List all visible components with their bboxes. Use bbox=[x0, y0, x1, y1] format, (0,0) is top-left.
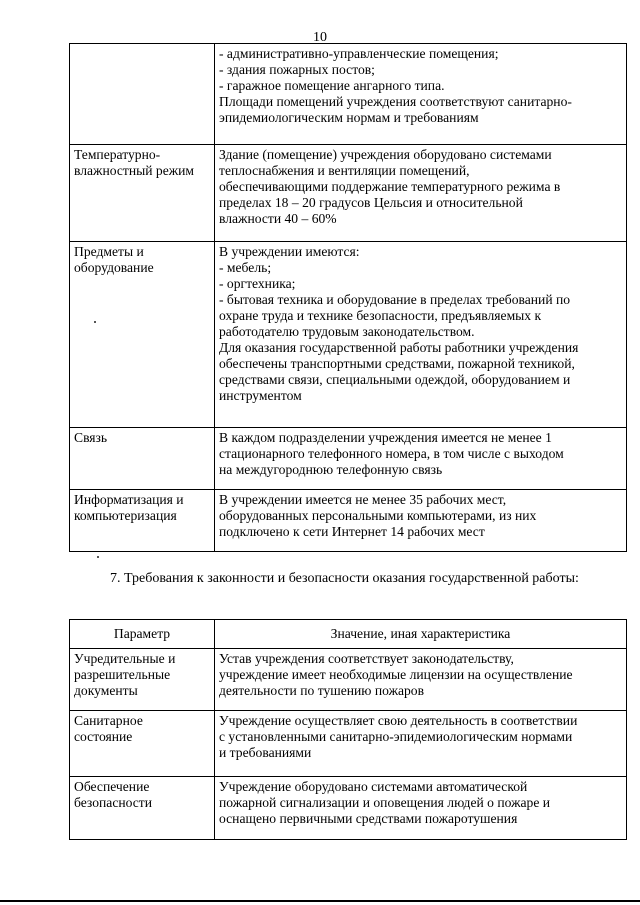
value-text-line: - административно-управленческие помещения; bbox=[219, 46, 499, 61]
param-cell bbox=[70, 777, 215, 840]
table-row bbox=[70, 649, 627, 711]
value-text-line: подключено к сети Интернет 14 рабочих мест bbox=[219, 524, 485, 539]
value-text-line: пределах 18 – 20 градусов Цельсия и относительной bbox=[219, 195, 523, 210]
value-cell bbox=[215, 145, 627, 242]
value-text-line: - мебель; bbox=[219, 260, 272, 275]
value-cell bbox=[215, 649, 627, 711]
value-text-line: - бытовая техника и оборудование в пределах требований по bbox=[219, 292, 571, 307]
value-cell bbox=[215, 428, 627, 490]
value-cell bbox=[215, 44, 627, 145]
param-text-line: безопасности bbox=[74, 795, 153, 810]
param-cell bbox=[70, 490, 215, 552]
value-text-line: обеспечивающими поддержание температурного режима в bbox=[219, 179, 561, 194]
param-cell bbox=[70, 145, 215, 242]
value-text-line: эпидемиологическим нормам и требованиям bbox=[219, 110, 479, 125]
table-header-row bbox=[70, 620, 627, 649]
value-text-line: учреждение имеет необходимые лицензии на осуществление bbox=[219, 667, 573, 682]
table-row bbox=[70, 490, 627, 552]
value-text-line: на междугороднюю телефонную связь bbox=[219, 462, 443, 477]
value-text-line: Устав учреждения соответствует законодательству, bbox=[219, 651, 514, 666]
value-cell bbox=[215, 711, 627, 777]
param-text-line: Учредительные и bbox=[74, 651, 176, 666]
value-cell bbox=[215, 777, 627, 840]
param-text-line: компьютеризация bbox=[74, 508, 177, 523]
value-text-line: Для оказания государственной работы работники учреждения bbox=[219, 340, 579, 355]
value-text-line: Учреждение осуществляет свою деятельность в соответствии bbox=[219, 713, 578, 728]
param-text-line: состояние bbox=[74, 729, 133, 744]
value-text-line: Учреждение оборудовано системами автоматической bbox=[219, 779, 528, 794]
param-cell bbox=[70, 428, 215, 490]
table-row bbox=[70, 711, 627, 777]
param-cell bbox=[70, 44, 215, 145]
value-text-line: охране труда и технике безопасности, предъявляемых к bbox=[219, 308, 542, 323]
requirements-table bbox=[69, 43, 627, 552]
param-text-line: документы bbox=[74, 683, 138, 698]
header-param: Параметр bbox=[70, 620, 215, 649]
table-row bbox=[70, 777, 627, 840]
param-cell bbox=[70, 242, 215, 428]
value-text-line: обеспечены транспортными средствами, пожарной техникой, bbox=[219, 356, 575, 371]
value-text-line: средствами связи, специальными одеждой, оборудованием и bbox=[219, 372, 571, 387]
scan-edge-line bbox=[0, 900, 640, 902]
header-value: Значение, иная характеристика bbox=[215, 620, 627, 649]
param-text-line: оборудование bbox=[74, 260, 154, 275]
value-text-line: оснащено первичными средствами пожаротушения bbox=[219, 811, 518, 826]
value-text-line: - здания пожарных постов; bbox=[219, 62, 375, 77]
value-text-line: пожарной сигнализации и оповещения людей о пожаре и bbox=[219, 795, 551, 810]
table-row bbox=[70, 242, 627, 428]
param-text-line: разрешительные bbox=[74, 667, 171, 682]
value-text-line: - гаражное помещение ангарного типа. bbox=[219, 78, 445, 93]
table-row bbox=[70, 44, 627, 145]
value-text-line: влажности 40 – 60% bbox=[219, 211, 337, 226]
value-text-line: - оргтехника; bbox=[219, 276, 296, 291]
scan-speck bbox=[97, 556, 99, 558]
value-text-line: Площади помещений учреждения соответствуют санитарно- bbox=[219, 94, 572, 109]
value-text-line: В каждом подразделении учреждения имеется не менее 1 bbox=[219, 430, 552, 445]
param-text-line: Связь bbox=[74, 430, 108, 445]
param-text-line: Температурно- bbox=[74, 147, 161, 162]
legality-safety-table bbox=[69, 619, 627, 840]
scan-speck bbox=[94, 321, 96, 323]
value-cell bbox=[215, 490, 627, 552]
table-row bbox=[70, 428, 627, 490]
value-text-line: оборудованных персональными компьютерами, из них bbox=[219, 508, 537, 523]
value-text-line: инструментом bbox=[219, 388, 302, 403]
param-text-line: Информатизация и bbox=[74, 492, 184, 507]
value-text-line: работодателю трудовым законодательством. bbox=[219, 324, 475, 339]
value-text-line: с установленными санитарно-эпидемиологическим нормами bbox=[219, 729, 573, 744]
table-row bbox=[70, 145, 627, 242]
value-text-line: стационарного телефонного номера, в том числе с выходом bbox=[219, 446, 564, 461]
section-7-heading: 7. Требования к законности и безопасности оказания государственной работы: bbox=[110, 571, 579, 586]
value-text-line: Здание (помещение) учреждения оборудовано системами bbox=[219, 147, 552, 162]
value-text-line: деятельности по тушению пожаров bbox=[219, 683, 425, 698]
value-text-line: и требованиями bbox=[219, 745, 312, 760]
value-text-line: В учреждении имеются: bbox=[219, 244, 360, 259]
param-text-line: влажностный режим bbox=[74, 163, 195, 178]
value-text-line: теплоснабжения и вентиляции помещений, bbox=[219, 163, 470, 178]
param-cell bbox=[70, 711, 215, 777]
value-text-line: В учреждении имеется не менее 35 рабочих мест, bbox=[219, 492, 507, 507]
param-cell bbox=[70, 649, 215, 711]
param-text-line: Санитарное bbox=[74, 713, 143, 728]
value-cell bbox=[215, 242, 627, 428]
page-number: 10 bbox=[313, 30, 327, 45]
param-text-line: Обеспечение bbox=[74, 779, 150, 794]
param-text-line: Предметы и bbox=[74, 244, 144, 259]
